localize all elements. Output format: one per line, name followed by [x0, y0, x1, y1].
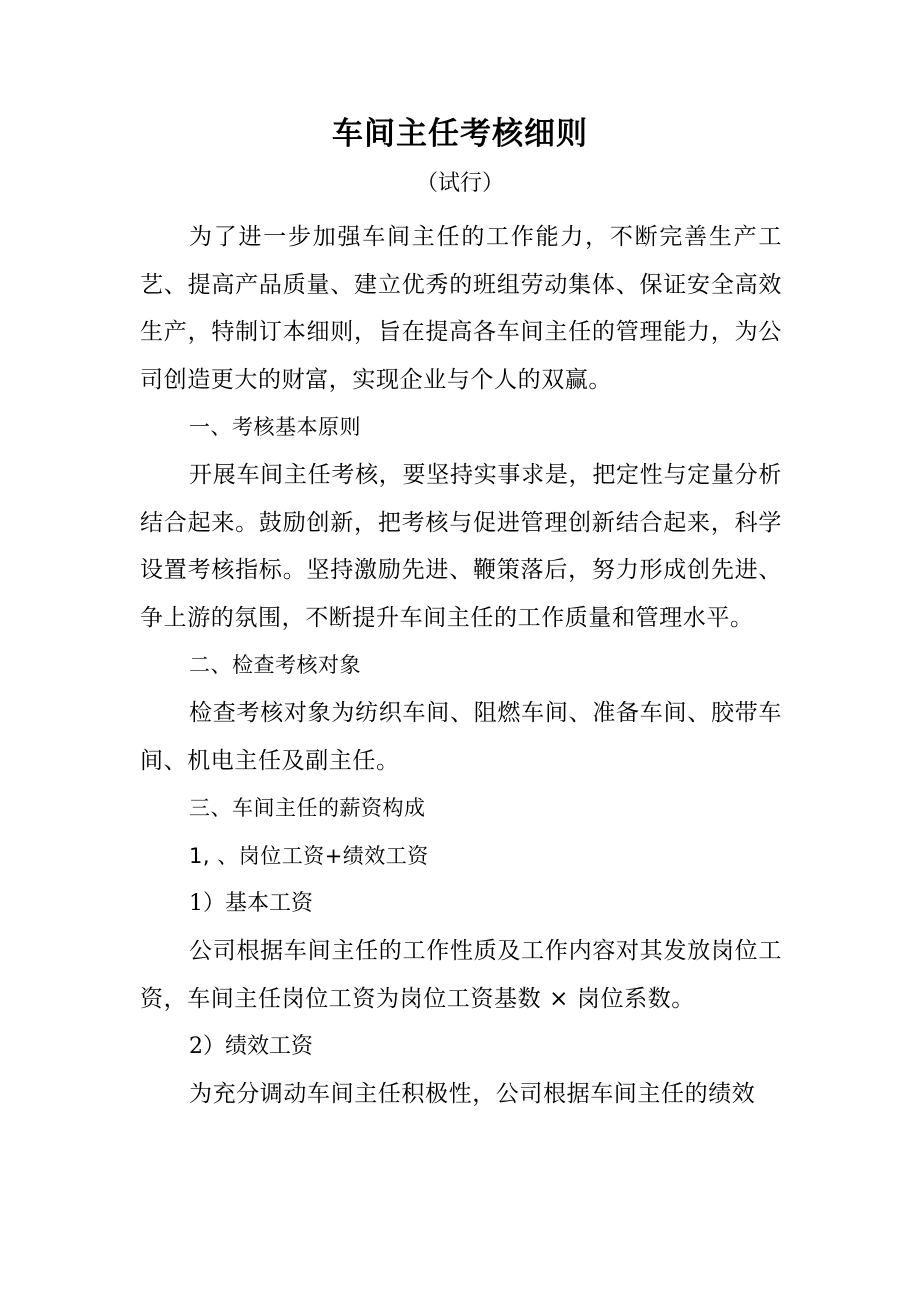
section-heading-salary: 三、车间主任的薪资构成	[189, 796, 426, 821]
document-title: 车间主任考核细则	[332, 116, 588, 152]
basic-salary-paragraph: 公司根据车间主任的工作性质及工作内容对其发放岗位工资，车间主任岗位工资为岗位工资基数 × 岗位系数。	[140, 937, 782, 1012]
salary-item-1: 1, 、岗位工资+绩效工资	[189, 843, 429, 868]
principles-paragraph: 开展车间主任考核，要坚持实事求是，把定性与定量分析结合起来。鼓励创新，把考核与促进管理创新结合起来，科学设置考核指标。坚持激励先进、鞭策落后，努力形成创先进、争上游的氛围，不断提升车间主任的工作质量和管理水平。	[140, 461, 782, 631]
subheading-performance-salary: 2）绩效工资	[189, 1034, 313, 1060]
performance-salary-paragraph: 为充分调动车间主任积极性，公司根据车间主任的绩效	[189, 1080, 756, 1107]
intro-paragraph: 为了进一步加强车间主任的工作能力，不断完善生产工艺、提高产品质量、建立优秀的班组劳动集体、保证安全高效生产，特制订本细则，旨在提高各车间主任的管理能力，为公司创造更大的财富，实现企业与个人的双赢。	[140, 224, 782, 393]
subheading-basic-salary: 1）基本工资	[189, 891, 313, 917]
document-subtitle: （试行）	[415, 171, 504, 196]
document-body	[140, 214, 782, 1118]
targets-paragraph: 检查考核对象为纺织车间、阻燃车间、准备车间、胶带车间、机电主任及副主任。	[140, 699, 782, 774]
section-heading-principles: 一、考核基本原则	[189, 415, 361, 440]
section-heading-targets: 二、检查考核对象	[189, 653, 361, 678]
